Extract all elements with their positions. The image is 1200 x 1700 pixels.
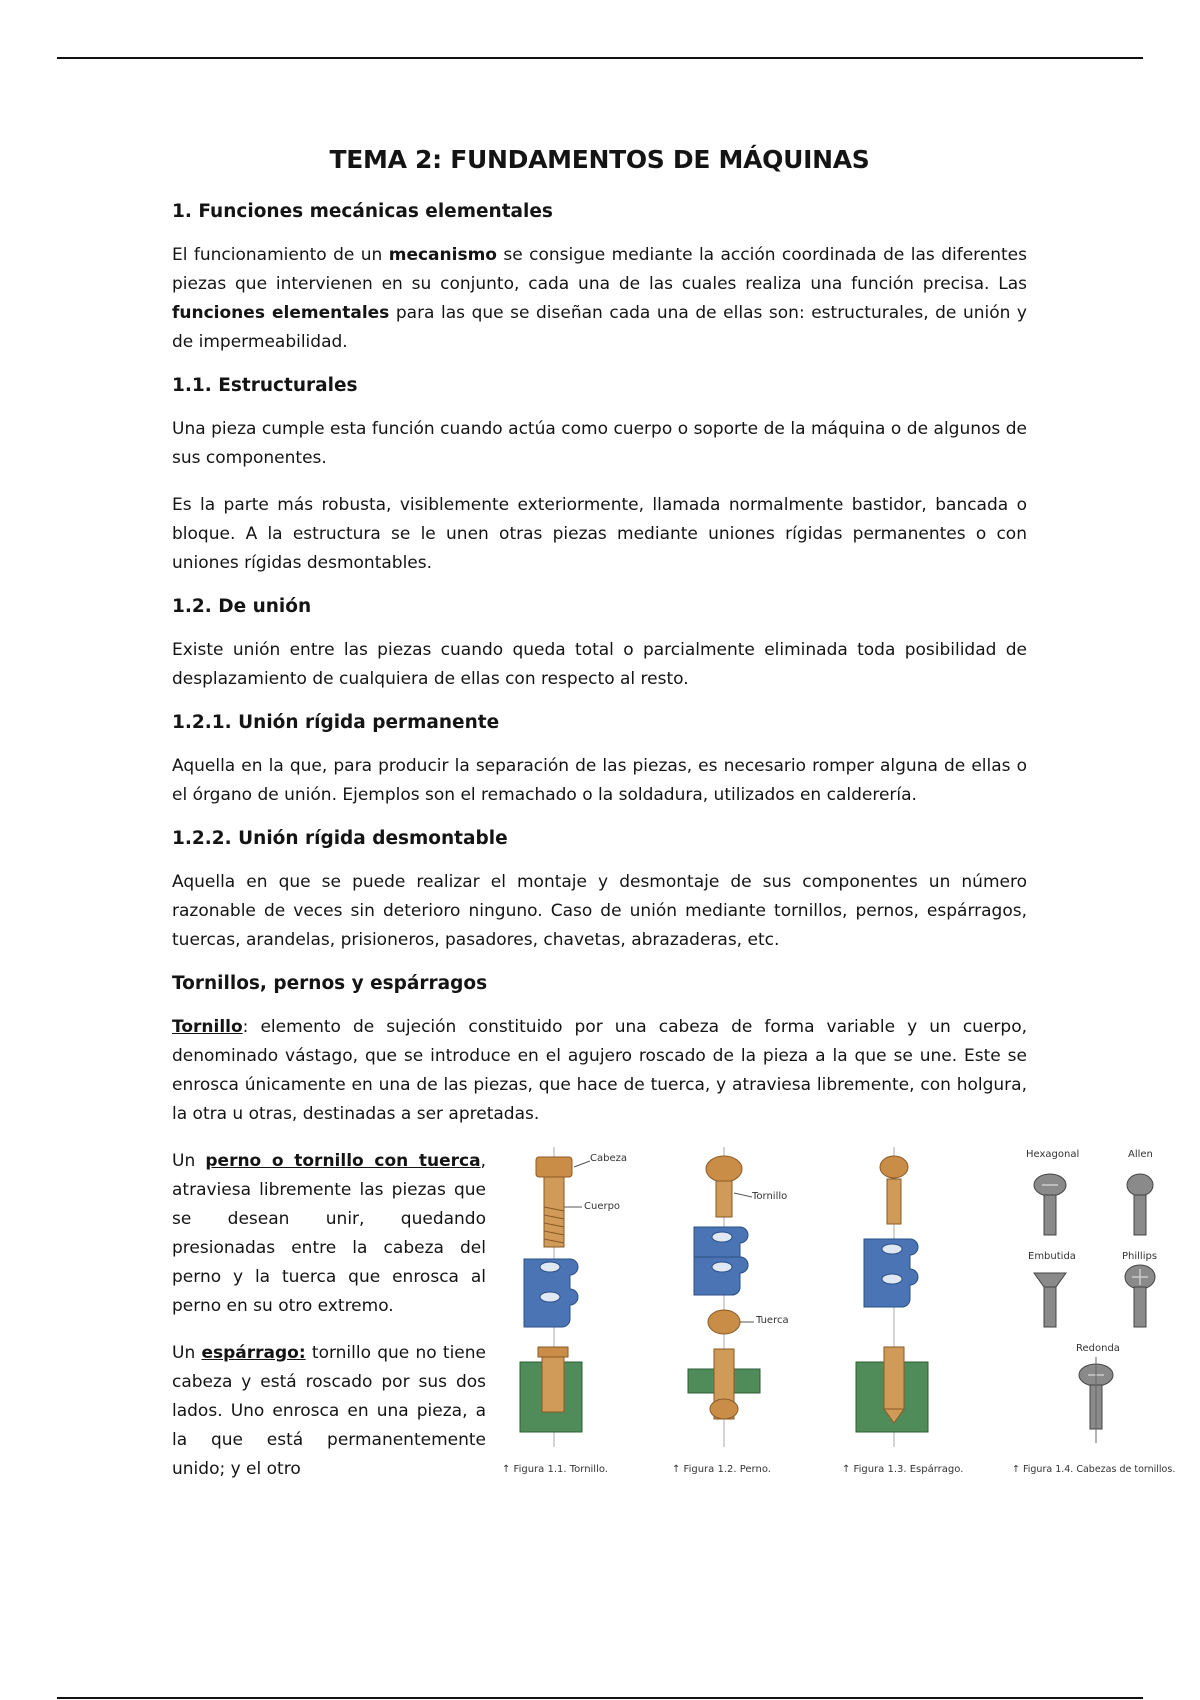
header-rule xyxy=(57,57,1143,59)
label-phillips: Phillips xyxy=(1122,1251,1158,1262)
figures-row xyxy=(502,1147,1200,1477)
text-run: El funcionamiento de un xyxy=(172,245,389,265)
text-run: Un xyxy=(172,1151,206,1171)
paragraph: Existe unión entre las piezas cuando queda total o parcialmente eliminada toda posibilidad de desplazamiento de cualquiera de ellas con respecto al resto. xyxy=(172,640,1027,689)
label-tornillo: Tornillo xyxy=(752,1191,788,1202)
paragraph xyxy=(172,1339,486,1484)
section-heading-1-2-2: 1.2.2. Unión rígida desmontable xyxy=(172,828,508,849)
label-redonda: Redonda xyxy=(1076,1343,1120,1354)
paragraph xyxy=(172,1013,1027,1129)
text-with-figures xyxy=(172,1147,1176,1487)
side-text xyxy=(172,1147,486,1502)
section-heading-tornillos: Tornillos, pernos y espárragos xyxy=(172,973,488,994)
caption-figura-1-1: ↑ Figura 1.1. Tornillo. xyxy=(502,1464,608,1475)
label-hexagonal: Hexagonal xyxy=(1026,1149,1080,1160)
page-title: TEMA 2: FUNDAMENTOS DE MÁQUINAS xyxy=(329,145,870,174)
section-heading-1-2: 1.2. De unión xyxy=(172,596,312,617)
label-cuerpo: Cuerpo xyxy=(584,1201,621,1212)
term-tornillo: Tornillo xyxy=(172,1017,243,1037)
paragraph xyxy=(172,1147,486,1321)
document-page xyxy=(172,145,1176,1487)
paragraph: Aquella en la que, para producir la separación de las piezas, es necesario romper alguna de ellas o el órgano de unión. Ejemplos son el remachado o la soldadura, utilizados en calderería. xyxy=(172,756,1027,805)
caption-figura-1-3: ↑ Figura 1.3. Espárrago. xyxy=(842,1464,964,1475)
label-cabeza: Cabeza xyxy=(590,1153,627,1164)
paragraph: Es la parte más robusta, visiblemente exteriormente, llamada normalmente bastidor, bancada o bloque. A la estructura se le unen otras piezas mediante uniones rígidas permanentes o con uniones rígidas desmontables. xyxy=(172,495,1027,573)
text-run: Un xyxy=(172,1343,202,1363)
section-heading-1-1: 1.1. Estructurales xyxy=(172,375,358,396)
term-perno: perno o tornillo con tuerca xyxy=(205,1151,481,1171)
screw-heads-illustration xyxy=(1012,1147,1200,1457)
text-run: : elemento de sujeción constituido por una cabeza de forma variable y un cuerpo, denominado vástago, que se introduce en el agujero roscado de la pieza a la que se une. Este se enrosca únicamente en una de las piezas, que hace de tuerca, y atraviesa libremente, con holgura, la otra u otras, destinadas a ser apretadas. xyxy=(172,1017,1027,1124)
caption-figura-1-4: ↑ Figura 1.4. Cabezas de tornillos. xyxy=(1012,1464,1176,1475)
footer-rule xyxy=(57,1697,1143,1699)
paragraph: Una pieza cumple esta función cuando actúa como cuerpo o soporte de la máquina o de algunos de sus componentes. xyxy=(172,419,1027,468)
paragraph: Aquella en que se puede realizar el montaje y desmontaje de sus componentes un número razonable de veces sin deterioro ninguno. Caso de unión mediante tornillos, pernos, espárragos, tuercas, arandelas, prisioneros, pasadores, chavetas, abrazaderas, etc. xyxy=(172,872,1027,950)
figure-tornillo xyxy=(502,1147,672,1477)
label-tuerca: Tuerca xyxy=(756,1315,789,1326)
section-heading-1-2-1: 1.2.1. Unión rígida permanente xyxy=(172,712,500,733)
section-1-paragraph xyxy=(172,241,1027,357)
bold-term-mecanismo: mecanismo xyxy=(388,245,497,265)
caption-figura-1-2: ↑ Figura 1.2. Perno. xyxy=(672,1464,771,1475)
label-allen: Allen xyxy=(1128,1149,1153,1160)
text-run: para las que se diseñan cada una de ellas son: estructurales, de unión y de impermeabilidad. xyxy=(172,303,1027,352)
label-embutida: Embutida xyxy=(1028,1251,1076,1262)
text-run: , atraviesa libremente las piezas que se desean unir, quedando presionadas entre la cabeza del perno y la tuerca que enrosca al perno en su otro extremo. xyxy=(172,1151,486,1316)
text-run: se consigue mediante la acción coordinada de las diferentes piezas que intervienen en su conjunto, cada una de las cuales realiza una función precisa. Las xyxy=(172,245,1027,294)
screw-illustration xyxy=(502,1147,672,1457)
stud-illustration xyxy=(842,1147,1012,1457)
figure-perno xyxy=(672,1147,842,1477)
text-run: tornillo que no tiene cabeza y está roscado por sus dos lados. Uno enrosca en una pieza, a la que está permanentemente unido; y el otro xyxy=(172,1343,487,1479)
term-esparrago: espárrago: xyxy=(201,1343,306,1363)
bold-term-funciones: funciones elementales xyxy=(172,303,390,323)
figure-cabezas xyxy=(1012,1147,1200,1477)
figure-esparrago xyxy=(842,1147,1012,1477)
section-heading-1: 1. Funciones mecánicas elementales xyxy=(172,201,553,222)
